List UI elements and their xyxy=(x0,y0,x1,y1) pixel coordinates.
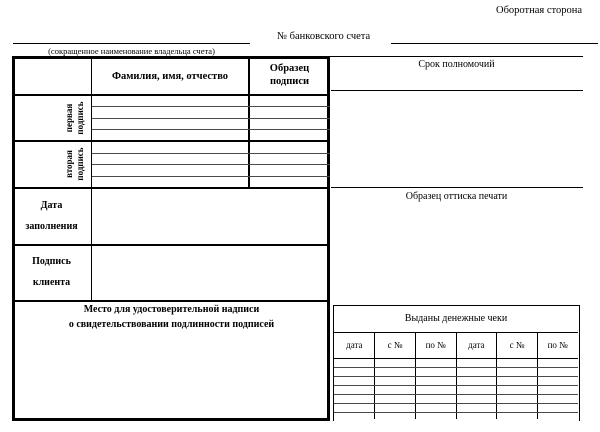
client-signature-label xyxy=(13,246,90,298)
checks-row-line xyxy=(334,412,578,413)
owner-name-underline xyxy=(13,43,250,44)
fill-date-label xyxy=(13,190,90,242)
first-signature-label: первая подпись xyxy=(64,100,85,135)
checks-row-line xyxy=(334,394,578,395)
second-signature-section-line xyxy=(13,187,330,189)
signature-sample-column-header: Образец подписи xyxy=(269,63,310,87)
name-column-header: Фамилия, имя, отчество xyxy=(111,70,229,82)
checks-row-line xyxy=(334,385,578,386)
right-section-top-line xyxy=(330,56,583,57)
fill-date-label-line2: заполнения xyxy=(25,221,78,232)
signature-row-line xyxy=(92,176,330,177)
issued-checks-table xyxy=(333,305,580,421)
first-signature-section-line xyxy=(13,140,330,142)
signature-row-line xyxy=(92,129,330,130)
issued-checks-title: Выданы денежные чеки xyxy=(404,313,508,324)
checks-col-header-from2: с № xyxy=(509,340,525,350)
client-signature-label-line1: Подпись xyxy=(32,256,71,267)
owner-caption: (сокращенное наименование владельца счета) xyxy=(48,46,215,56)
authority-section-bottom-line xyxy=(331,90,583,91)
seal-imprint-label: Образец оттиска печати xyxy=(405,191,508,202)
checks-col-header-from1: с № xyxy=(387,340,403,350)
checks-row-line xyxy=(334,403,578,404)
second-signature-label: вторая подпись xyxy=(64,147,85,181)
certification-area-label xyxy=(14,303,329,332)
authority-term-label: Срок полномочий xyxy=(418,59,495,70)
signature-row-line xyxy=(92,164,330,165)
account-number-label: № банковского счета xyxy=(277,31,371,42)
checks-col-header-to2: по № xyxy=(547,340,568,350)
signature-row-line xyxy=(92,118,330,119)
checks-row-line xyxy=(334,367,578,368)
page-side-label: Оборотная сторона xyxy=(496,5,582,16)
client-signature-label-line2: клиента xyxy=(32,277,71,288)
signature-row-line xyxy=(92,106,330,107)
checks-row-line xyxy=(334,376,578,377)
signature-row-line xyxy=(92,153,330,154)
header-row-bottom-line xyxy=(13,94,330,96)
checks-col-header-date1: дата xyxy=(346,340,363,350)
checks-col-header-to1: по № xyxy=(425,340,446,350)
certification-area-line1: Место для удостоверительной надписи xyxy=(83,304,260,315)
seal-section-top-line xyxy=(331,187,583,188)
client-signature-section-line xyxy=(13,300,330,302)
fill-date-label-line1: Дата xyxy=(40,200,63,211)
certification-area-line2: о свидетельствовании подлинности подписей xyxy=(68,318,275,330)
checks-col-header-date2: дата xyxy=(468,340,485,350)
account-number-underline xyxy=(391,43,598,44)
